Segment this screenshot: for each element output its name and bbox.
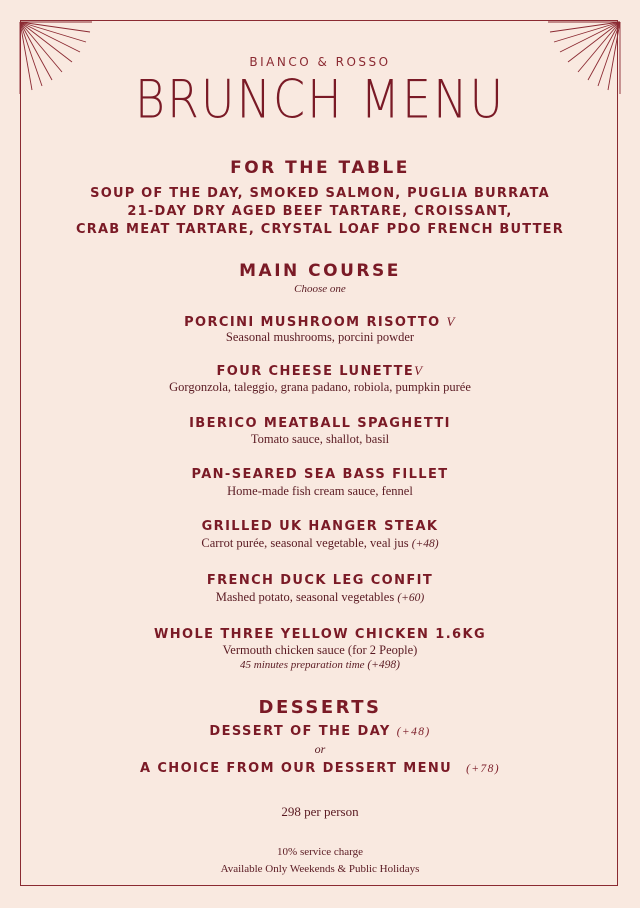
section-heading-desserts: DESSERTS [258,697,382,718]
dessert-title: A CHOICE FROM OUR DESSERT MENU [139,761,453,776]
availability-note: Available Only Weekends & Public Holidays [220,863,420,875]
dessert-title: DESSERT OF THE DAY [209,724,391,739]
vegetarian-mark: V [446,314,456,329]
dish-title: FOUR CHEESE LUNETTE [216,364,415,379]
dish-description: Gorgonzola, taleggio, grana padano, robiola, pumpkin purée [169,380,471,394]
restaurant-name: BIANCO & ROSSO [249,55,391,69]
supplement-price: (+498) [367,659,400,671]
preparation-note: 45 minutes preparation time [240,659,365,671]
dish-description-text: Carrot purée, seasonal vegetable, veal jus [201,536,409,550]
dish-description: Vermouth chicken sauce (for 2 People) [222,643,418,657]
dessert-or: or [314,742,326,756]
dish-name [0,363,640,379]
supplement-price: (+78) [466,763,500,775]
dish-name [0,314,640,330]
supplement-price: (+48) [411,538,439,550]
dish-title: PORCINI MUSHROOM RISOTTO [184,315,441,330]
dish-description: Tomato sauce, shallot, basil [250,432,390,446]
supplement-price: (+48) [396,726,431,738]
dish-description [0,536,640,551]
dessert-item [0,724,640,739]
dish-note [0,659,640,671]
dish-name: IBERICO MEATBALL SPAGHETTI [189,416,451,431]
dish-description: Seasonal mushrooms, porcini powder [225,330,415,344]
table-item-line: SOUP OF THE DAY, SMOKED SALMON, PUGLIA BURRATA [90,186,550,201]
main-course-subtitle: Choose one [294,283,346,295]
dish-description [0,590,640,605]
dish-name: FRENCH DUCK LEG CONFIT [206,573,434,588]
supplement-price: (+60) [397,592,425,604]
vegetarian-mark: V [414,363,424,378]
section-heading-for-the-table: FOR THE TABLE [230,158,410,178]
table-item-line: CRAB MEAT TARTARE, CRYSTAL LOAF PDO FRENCH BUTTER [76,222,564,237]
dish-name: GRILLED UK HANGER STEAK [201,519,439,534]
section-heading-main-course: MAIN COURSE [239,261,401,281]
table-item-line: 21-DAY DRY AGED BEEF TARTARE, CROISSANT, [127,204,513,219]
dish-name: WHOLE THREE YELLOW CHICKEN 1.6KG [153,627,487,642]
price-per-person: 298 per person [281,804,359,819]
dish-description-text: Mashed potato, seasonal vegetables [215,590,395,604]
dessert-item [0,761,640,776]
dish-name: PAN-SEARED SEA BASS FILLET [191,467,449,482]
menu-title: BRUNCH MENU [134,67,506,131]
service-charge-note: 10% service charge [277,846,363,858]
dish-description: Home-made fish cream sauce, fennel [227,484,413,498]
